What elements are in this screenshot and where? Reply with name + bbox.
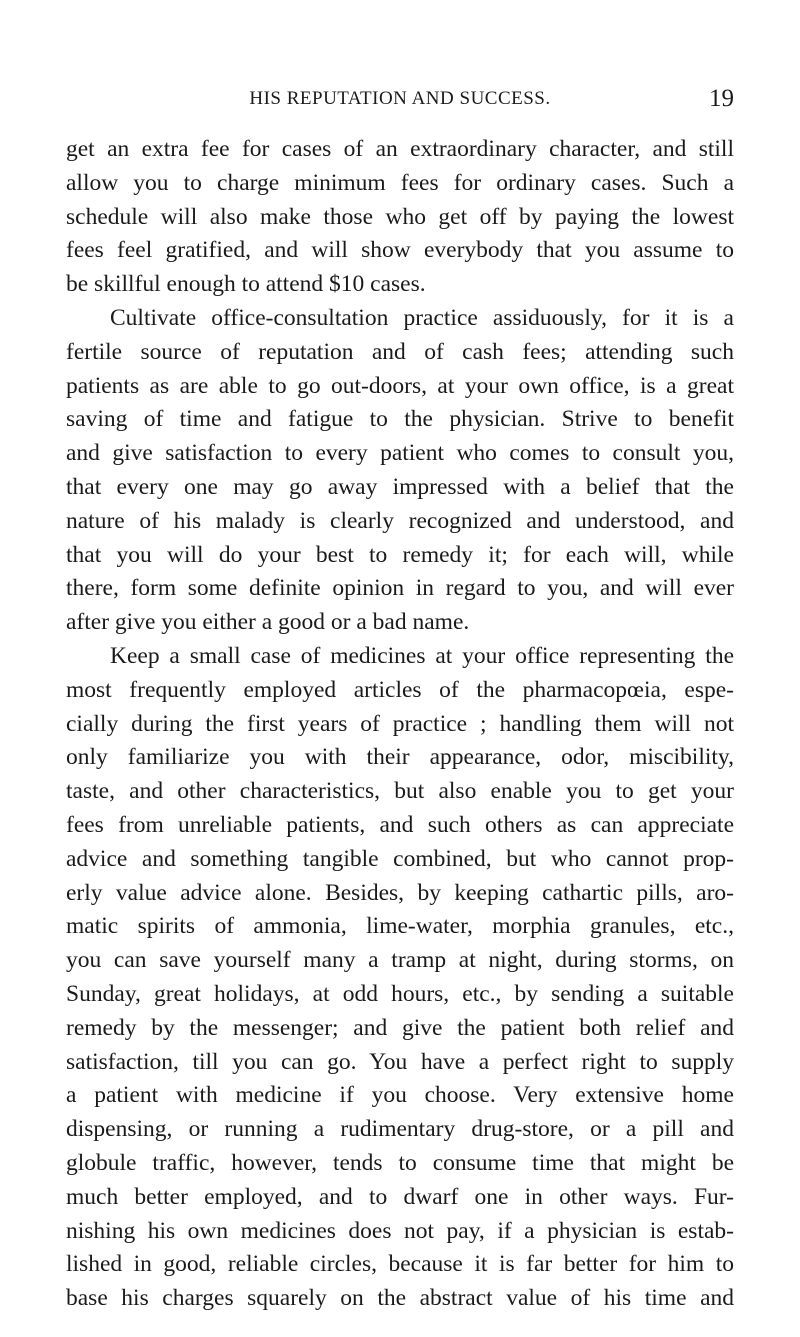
text-line: base his charges squarely on the abstract value of his time and [66,1285,734,1312]
text-line: be skillful enough to attend $10 cases. [66,271,426,298]
text-line: erly value advice alone. Besides, by keeping cathartic pills, aro- [66,879,734,906]
text-line: fees from unreliable patients, and such others as can appreciate [66,811,734,838]
text-line: most frequently employed articles of the pharmacopœia, espe- [66,676,734,703]
text-line: Sunday, great holidays, at odd hours, etc., by sending a suitable [66,980,734,1007]
text-line: Keep a small case of medicines at your office representing the [110,642,734,669]
text-line: lished in good, reliable circles, because it is far better for him to [66,1251,734,1278]
text-line: much better employed, and to dwarf one in other ways. Fur- [66,1183,734,1210]
text-line: fertile source of reputation and of cash fees; attending such [66,338,734,365]
text-line: satisfaction, till you can go. You have a perfect right to supply [66,1048,734,1075]
text-line: schedule will also make those who get off by paying the lowest [66,203,734,230]
text-line: get an extra fee for cases of an extraordinary character, and still [66,136,734,162]
text-line: allow you to charge minimum fees for ordinary cases. Such a [66,169,734,196]
body-text [66,133,734,1316]
text-line: advice and something tangible combined, but who cannot prop- [66,845,734,872]
text-line: fees feel gratified, and will show everybody that you assume to [66,237,734,264]
text-line: cially during the first years of practice ; handling them will not [66,710,734,737]
text-line: globule traffic, however, tends to consume time that might be [66,1149,734,1176]
text-line: dispensing, or running a rudimentary drug-store, or a pill and [66,1116,734,1143]
text-line: taste, and other characteristics, but also enable you to get your [66,778,734,805]
page-number: 19 [709,85,734,112]
text-line: saving of time and fatigue to the physician. Strive to benefit [66,406,734,433]
text-line: nature of his malady is clearly recognized and understood, and [66,507,734,534]
text-line: matic spirits of ammonia, lime-water, morphia granules, etc., [66,913,734,940]
text-line: and give satisfaction to every patient who comes to consult you, [66,440,734,467]
running-title: HIS REPUTATION AND SUCCESS. [249,88,551,109]
running-head [66,84,734,114]
text-line: there, form some definite opinion in regard to you, and will ever [66,575,734,602]
text-line: patients as are able to go out-doors, at your own office, is a great [66,372,734,399]
text-line: you can save yourself many a tramp at night, during storms, on [66,947,734,974]
text-line: remedy by the messenger; and give the patient both relief and [66,1014,734,1041]
text-line: after give you either a good or a bad name. [66,609,470,636]
text-line: only familiarize you with their appearance, odor, miscibility, [66,744,734,771]
text-line: nishing his own medicines does not pay, if a physician is estab- [66,1217,734,1244]
text-line: a patient with medicine if you choose. Very extensive home [66,1082,734,1109]
text-line: that every one may go away impressed with a belief that the [66,473,734,500]
text-line: that you will do your best to remedy it; for each will, while [66,541,734,568]
text-line: Cultivate office-consultation practice assiduously, for it is a [110,304,734,331]
